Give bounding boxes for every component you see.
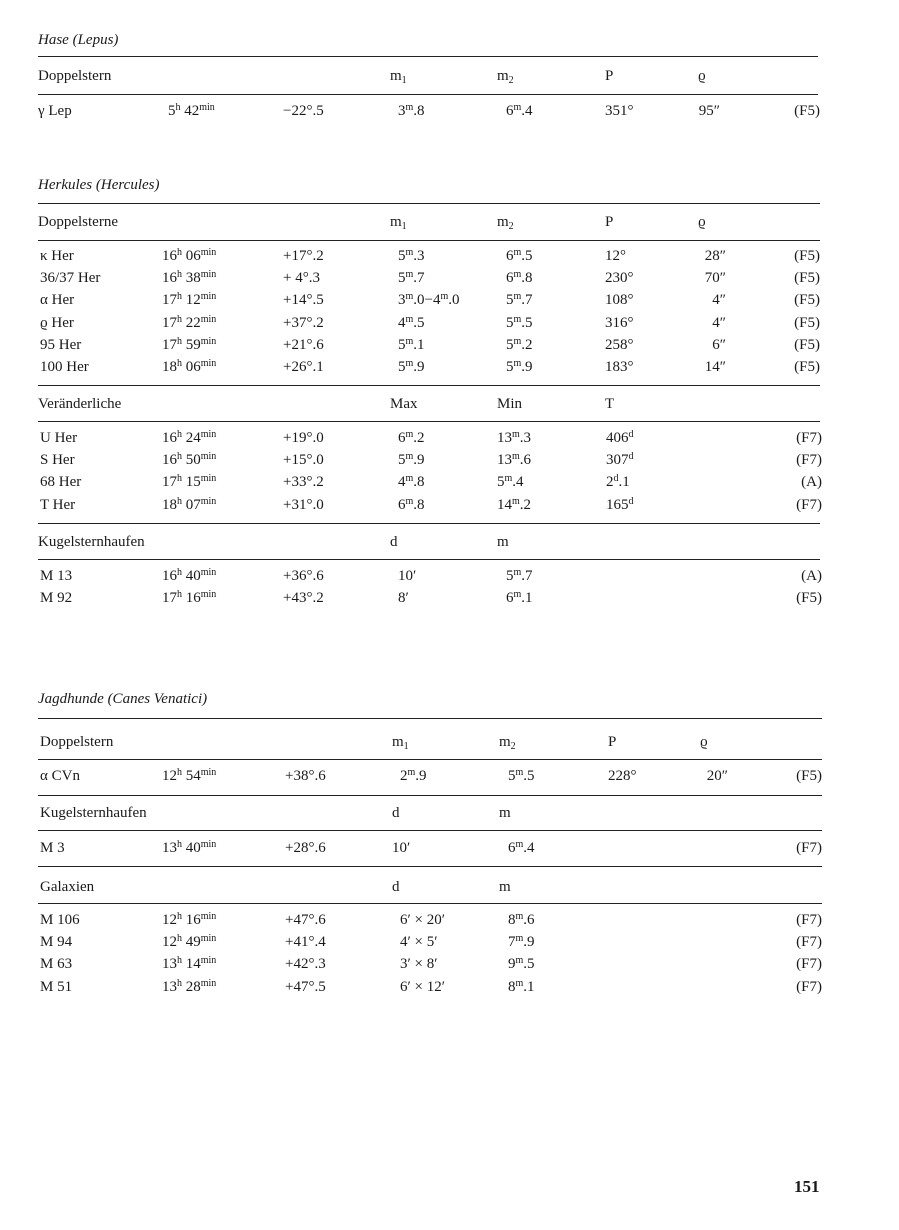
cell-d: 10′	[392, 840, 411, 856]
cell-name: U Her	[40, 430, 78, 446]
cell-rho: 14″	[704, 359, 726, 375]
cell-name: S Her	[40, 452, 75, 469]
cell-m: 6$^m$.1	[506, 589, 533, 607]
unit-superscript: h	[177, 839, 182, 850]
header-m: m	[497, 534, 509, 550]
cell-m1: 5$^m$.7	[398, 269, 425, 287]
rule	[38, 718, 822, 719]
unit-superscript: min	[200, 977, 217, 989]
cell-name: M 92	[40, 590, 73, 607]
unit-superscript: m	[407, 767, 416, 778]
cell-m1: 4$^m$.5	[398, 313, 425, 331]
cell-d: 4′ × 5′	[400, 934, 438, 951]
header-t: T	[605, 396, 615, 412]
unit-superscript: min	[200, 335, 217, 347]
cell-m: 9$^m$.5	[508, 955, 535, 973]
header-label: Kugelsternhaufen	[40, 805, 147, 821]
unit-superscript: h	[177, 313, 182, 325]
cell-name: T Her	[40, 496, 76, 513]
cell-dec: +43°.2	[283, 590, 324, 607]
cell-name: 95 Her	[40, 336, 82, 353]
cell-m2: 5$^m$.5	[506, 313, 533, 331]
header-m1-letter: m	[392, 734, 404, 750]
unit-superscript: h	[177, 589, 182, 601]
cell-m: 6$^m$.4	[508, 839, 535, 856]
cell-map-ref: (F7)	[796, 840, 822, 856]
header-rho: ϱ	[700, 734, 708, 750]
cell-name: 36/37 Her	[40, 270, 101, 287]
unit-superscript: h	[177, 977, 182, 989]
unit-superscript: min	[200, 767, 217, 778]
unit-superscript: h	[177, 291, 182, 303]
unit-superscript: min	[200, 269, 217, 281]
cell-m1: 5$^m$.9	[398, 358, 425, 375]
unit-superscript: m	[405, 102, 414, 113]
cell-m: 8$^m$.6	[508, 911, 535, 928]
unit-superscript: m	[405, 313, 414, 325]
header-label: Doppelsterne	[38, 214, 118, 230]
table-row	[0, 427, 899, 449]
unit-superscript: m	[515, 955, 524, 967]
cell-m1: 5$^m$.3	[398, 247, 425, 264]
cell-ra: 12$^h$ $16^{min}$	[162, 911, 217, 928]
rule	[38, 903, 822, 904]
table-header	[0, 731, 899, 753]
cell-d: 6′ × 12′	[400, 978, 446, 995]
header-m1-letter: m	[390, 214, 402, 230]
unit-superscript: m	[405, 291, 414, 303]
unit-superscript: min	[200, 358, 217, 369]
header-m2	[497, 211, 514, 233]
cell-map-ref: (F5)	[796, 768, 822, 784]
cell-map-ref: (F5)	[794, 248, 820, 264]
table-row	[0, 100, 899, 122]
header-d: d	[392, 879, 400, 895]
cell-p: 108°	[605, 292, 634, 309]
table-row	[0, 471, 899, 493]
unit-superscript: min	[200, 473, 217, 485]
cell-map-ref: (F7)	[796, 912, 822, 928]
table-row	[0, 931, 899, 953]
header-m2	[497, 65, 514, 87]
header-label: Kugelsternhaufen	[38, 534, 145, 550]
unit-superscript: m	[513, 102, 522, 113]
cell-rho: 20″	[706, 768, 728, 784]
cell-d: 10′	[398, 568, 417, 584]
cell-d: 8′	[398, 590, 409, 607]
cell-t: 165$^d$	[606, 495, 634, 513]
header-max: Max	[390, 396, 418, 412]
header-rho: ϱ	[698, 68, 706, 84]
cell-ra: 18$^h$ $06^{min}$	[162, 358, 217, 375]
unit-superscript: m	[405, 495, 414, 507]
unit-superscript: h	[177, 955, 182, 967]
header-m1	[392, 731, 409, 753]
cell-max: 5$^m$.9	[398, 451, 425, 469]
cell-max: 6$^m$.2	[398, 429, 425, 446]
unit-superscript: h	[177, 451, 182, 463]
cell-m1: 3$^m$.8	[398, 102, 425, 119]
unit-superscript: m	[513, 567, 522, 578]
unit-superscript: d	[628, 429, 634, 440]
header-m1-sub: 1	[403, 741, 409, 752]
cell-name: M 13	[40, 568, 73, 584]
table-header	[0, 802, 899, 824]
table-row	[0, 837, 899, 859]
unit-superscript: m	[512, 429, 520, 440]
header-p: P	[608, 734, 617, 750]
cell-dec: +19°.0	[283, 430, 324, 446]
cell-t: 2$^d$.1	[606, 473, 630, 491]
table-header	[0, 65, 899, 87]
unit-superscript: h	[175, 102, 181, 113]
unit-superscript: m	[515, 977, 524, 989]
unit-superscript: m	[405, 358, 414, 369]
unit-superscript: min	[200, 567, 217, 578]
unit-superscript: m	[440, 291, 449, 303]
cell-map-ref: (F7)	[796, 430, 822, 446]
header-m2-letter: m	[497, 68, 509, 84]
cell-min: 14$^m$.2	[497, 495, 532, 513]
rule	[38, 559, 820, 560]
cell-dec: +47°.5	[285, 978, 326, 995]
cell-map-ref: (F7)	[796, 978, 822, 995]
unit-superscript: m	[513, 313, 522, 325]
cell-ra: 16$^h$ $38^{min}$	[162, 269, 217, 287]
unit-superscript: min	[200, 291, 217, 303]
cell-map-ref: (F5)	[794, 270, 820, 287]
cell-dec: +15°.0	[283, 452, 324, 469]
section-title-jagdhunde: Jagdhunde (Canes Venatici)	[38, 691, 208, 707]
cell-m1: 2$^m$.9	[400, 767, 427, 784]
unit-superscript: m	[513, 247, 522, 258]
cell-ra: 16$^h$ $40^{min}$	[162, 567, 217, 584]
unit-superscript: m	[405, 429, 414, 440]
unit-superscript: m	[405, 247, 414, 258]
cell-map-ref: (F5)	[794, 336, 820, 353]
unit-superscript: min	[200, 313, 217, 325]
unit-superscript: m	[405, 451, 414, 463]
table-row	[0, 976, 899, 998]
rule	[38, 830, 822, 831]
cell-dec: +37°.2	[283, 314, 324, 331]
unit-superscript: min	[200, 933, 217, 945]
table-row	[0, 494, 899, 516]
rule	[38, 56, 818, 57]
unit-superscript: h	[177, 933, 182, 945]
table-row	[0, 449, 899, 471]
cell-m: 7$^m$.9	[508, 933, 535, 951]
header-label: Doppelstern	[38, 68, 112, 84]
header-label: Doppelstern	[40, 734, 114, 750]
cell-m1: $3^m.0-4^m.0$	[398, 291, 460, 309]
table-row	[0, 289, 899, 311]
cell-ra: 13$^h$ $40^{min}$	[162, 839, 217, 856]
cell-dec: +28°.6	[285, 840, 326, 856]
header-rho: ϱ	[698, 214, 706, 230]
unit-superscript: m	[512, 451, 520, 463]
unit-superscript: m	[504, 473, 513, 485]
cell-min: 13$^m$.3	[497, 429, 532, 446]
unit-superscript: min	[200, 839, 217, 850]
table-row	[0, 267, 899, 289]
unit-superscript: m	[513, 269, 522, 281]
cell-name: γ Lep	[38, 103, 72, 119]
cell-name: 100 Her	[40, 359, 89, 375]
cell-p: 228°	[608, 768, 637, 784]
cell-name: M 94	[40, 934, 73, 951]
cell-rho: 4″	[712, 292, 726, 309]
cell-m2: 6$^m$.8	[506, 269, 533, 287]
rule	[38, 94, 818, 95]
table-header	[0, 876, 899, 898]
cell-m: 8$^m$.1	[508, 977, 535, 995]
cell-dec: +41°.4	[285, 934, 326, 951]
cell-rho: 95″	[698, 103, 720, 119]
rule	[38, 385, 820, 386]
unit-superscript: m	[513, 358, 522, 369]
cell-name: α Her	[40, 292, 75, 309]
cell-name: M 106	[40, 912, 80, 928]
cell-p: 12°	[605, 248, 626, 264]
unit-superscript: m	[405, 269, 414, 281]
unit-superscript: h	[177, 335, 182, 347]
cell-map-ref: (A)	[801, 568, 822, 584]
cell-dec: + 4°.3	[283, 270, 320, 287]
table-row	[0, 565, 899, 587]
table-header	[0, 531, 899, 553]
cell-dec: +47°.6	[285, 912, 326, 928]
cell-map-ref: (F5)	[794, 103, 820, 119]
cell-ra: 13$^h$ $28^{min}$	[162, 977, 217, 995]
cell-name: ϱ Her	[40, 314, 74, 331]
header-label: Veränderliche	[38, 396, 122, 412]
cell-map-ref: (F7)	[796, 934, 822, 951]
table-row	[0, 587, 899, 609]
cell-ra: 12$^h$ $49^{min}$	[162, 933, 217, 951]
cell-m2: 5$^m$.7	[506, 291, 533, 309]
cell-name: α CVn	[40, 768, 80, 784]
cell-m2: 5$^m$.9	[506, 358, 533, 375]
cell-map-ref: (F5)	[796, 590, 822, 607]
unit-superscript: m	[515, 839, 524, 850]
unit-superscript: m	[515, 933, 524, 945]
unit-superscript: min	[200, 495, 217, 507]
cell-name: 68 Her	[40, 474, 82, 491]
rule	[38, 240, 820, 241]
cell-ra: 17$^h$ $15^{min}$	[162, 473, 217, 491]
header-m: m	[499, 805, 511, 821]
header-m2-sub: 2	[508, 75, 514, 86]
cell-ra: 17$^h$ $12^{min}$	[162, 291, 217, 309]
header-d: d	[390, 534, 398, 550]
cell-m2: 6$^m$.4	[506, 102, 533, 119]
unit-superscript: m	[512, 495, 520, 507]
unit-superscript: h	[177, 473, 182, 485]
cell-ra: 17$^h$ $16^{min}$	[162, 589, 217, 607]
header-m2-sub: 2	[510, 741, 516, 752]
unit-superscript: d	[613, 473, 619, 485]
cell-m2: 5$^m$.5	[508, 767, 535, 784]
unit-superscript: h	[177, 567, 182, 578]
unit-superscript: m	[513, 589, 522, 601]
header-m1-sub: 1	[401, 221, 407, 232]
header-m1-letter: m	[390, 68, 402, 84]
table-header	[0, 393, 899, 415]
unit-superscript: h	[177, 911, 182, 922]
cell-dec: +42°.3	[285, 956, 326, 973]
table-row	[0, 245, 899, 267]
cell-map-ref: (F7)	[796, 956, 822, 973]
page-number: 151	[794, 1177, 820, 1196]
cell-p: 316°	[605, 314, 634, 331]
unit-superscript: min	[200, 247, 217, 258]
header-m: m	[499, 879, 511, 895]
cell-p: 230°	[605, 270, 634, 287]
cell-d: 3′ × 8′	[400, 956, 438, 973]
cell-dec: +31°.0	[283, 496, 324, 513]
header-m2-letter: m	[497, 214, 509, 230]
cell-map-ref: (A)	[801, 474, 822, 491]
unit-superscript: min	[200, 429, 217, 440]
unit-superscript: m	[515, 911, 524, 922]
header-label: Galaxien	[40, 879, 95, 895]
unit-superscript: m	[513, 335, 522, 347]
unit-superscript: min	[200, 955, 217, 967]
unit-superscript: min	[199, 102, 215, 113]
rule	[38, 523, 820, 524]
unit-superscript: min	[200, 911, 217, 922]
cell-d: 6′ × 20′	[400, 912, 446, 928]
cell-dec: +17°.2	[283, 248, 324, 264]
cell-rho: 4″	[712, 314, 726, 331]
unit-superscript: m	[405, 473, 414, 485]
section-title-hase: Hase (Lepus)	[38, 32, 119, 48]
cell-ra: 13$^h$ $14^{min}$	[162, 955, 217, 973]
cell-dec: +21°.6	[283, 336, 324, 353]
unit-superscript: h	[177, 269, 182, 281]
table-row	[0, 953, 899, 975]
cell-name: M 3	[40, 840, 65, 856]
cell-m2: 6$^m$.5	[506, 247, 533, 264]
cell-map-ref: (F5)	[794, 292, 820, 309]
table-row	[0, 312, 899, 334]
cell-name: M 63	[40, 956, 73, 973]
unit-superscript: h	[177, 767, 182, 778]
header-d: d	[392, 805, 400, 821]
cell-ra: 18$^h$ $07^{min}$	[162, 495, 217, 513]
table-row	[0, 909, 899, 931]
cell-map-ref: (F5)	[794, 314, 820, 331]
cell-max: 6$^m$.8	[398, 495, 425, 513]
unit-superscript: h	[177, 429, 182, 440]
unit-superscript: h	[177, 358, 182, 369]
cell-ra: 12$^h$ $54^{min}$	[162, 767, 217, 784]
header-m2	[499, 731, 516, 753]
header-m1	[390, 65, 407, 87]
rule	[38, 795, 822, 796]
cell-dec: +38°.6	[285, 768, 326, 784]
cell-rho: 70″	[704, 270, 726, 287]
rule	[38, 421, 820, 422]
cell-name: κ Her	[40, 248, 74, 264]
rule	[38, 203, 820, 204]
cell-ra: 16$^h$ $50^{min}$	[162, 451, 217, 469]
cell-t: 307$^d$	[606, 451, 634, 469]
cell-rho: 6″	[712, 336, 726, 353]
header-p: P	[605, 214, 614, 230]
table-row	[0, 765, 899, 787]
unit-superscript: min	[200, 451, 217, 463]
unit-superscript: m	[515, 767, 524, 778]
header-m2-sub: 2	[508, 221, 514, 232]
cell-max: 4$^m$.8	[398, 473, 425, 491]
header-m1-sub: 1	[401, 75, 407, 86]
cell-t: 406$^d$	[606, 429, 634, 446]
unit-superscript: m	[513, 291, 522, 303]
cell-p: 351°	[605, 103, 634, 119]
cell-dec: +14°.5	[283, 292, 324, 309]
cell-m2: 5$^m$.2	[506, 335, 533, 353]
table-header	[0, 211, 899, 233]
cell-name: M 51	[40, 978, 73, 995]
cell-ra: 16$^h$ $06^{min}$	[162, 247, 217, 264]
cell-m: 5$^m$.7	[506, 567, 533, 584]
unit-superscript: m	[405, 335, 414, 347]
header-p: P	[605, 68, 614, 84]
header-m2-letter: m	[499, 734, 511, 750]
cell-map-ref: (F5)	[794, 359, 820, 375]
cell-ra: 17$^h$ $22^{min}$	[162, 313, 217, 331]
cell-map-ref: (F7)	[796, 496, 822, 513]
cell-dec: +33°.2	[283, 474, 324, 491]
cell-p: 183°	[605, 359, 634, 375]
cell-dec: +26°.1	[283, 359, 324, 375]
cell-dec: +36°.6	[283, 568, 324, 584]
unit-superscript: h	[177, 495, 182, 507]
cell-p: 258°	[605, 336, 634, 353]
cell-min: 5$^m$.4	[497, 473, 524, 491]
cell-ra: 17$^h$ $59^{min}$	[162, 335, 217, 353]
table-row	[0, 334, 899, 356]
header-m1	[390, 211, 407, 233]
cell-ra: 16$^h$ $24^{min}$	[162, 429, 217, 446]
section-title-herkules: Herkules (Hercules)	[38, 177, 160, 193]
unit-superscript: d	[628, 451, 634, 463]
unit-superscript: min	[200, 589, 217, 601]
unit-superscript: d	[628, 495, 634, 507]
table-row	[0, 356, 899, 378]
cell-dec: −22°.5	[283, 103, 324, 119]
header-min: Min	[497, 396, 523, 412]
cell-ra: 5$^h$ $42^{min}$	[168, 102, 215, 119]
cell-m1: 5$^m$.1	[398, 335, 425, 353]
unit-superscript: h	[177, 247, 182, 258]
rule	[38, 759, 822, 760]
cell-min: 13$^m$.6	[497, 451, 532, 469]
cell-map-ref: (F7)	[796, 452, 822, 469]
rule	[38, 866, 822, 867]
cell-rho: 28″	[704, 248, 726, 264]
